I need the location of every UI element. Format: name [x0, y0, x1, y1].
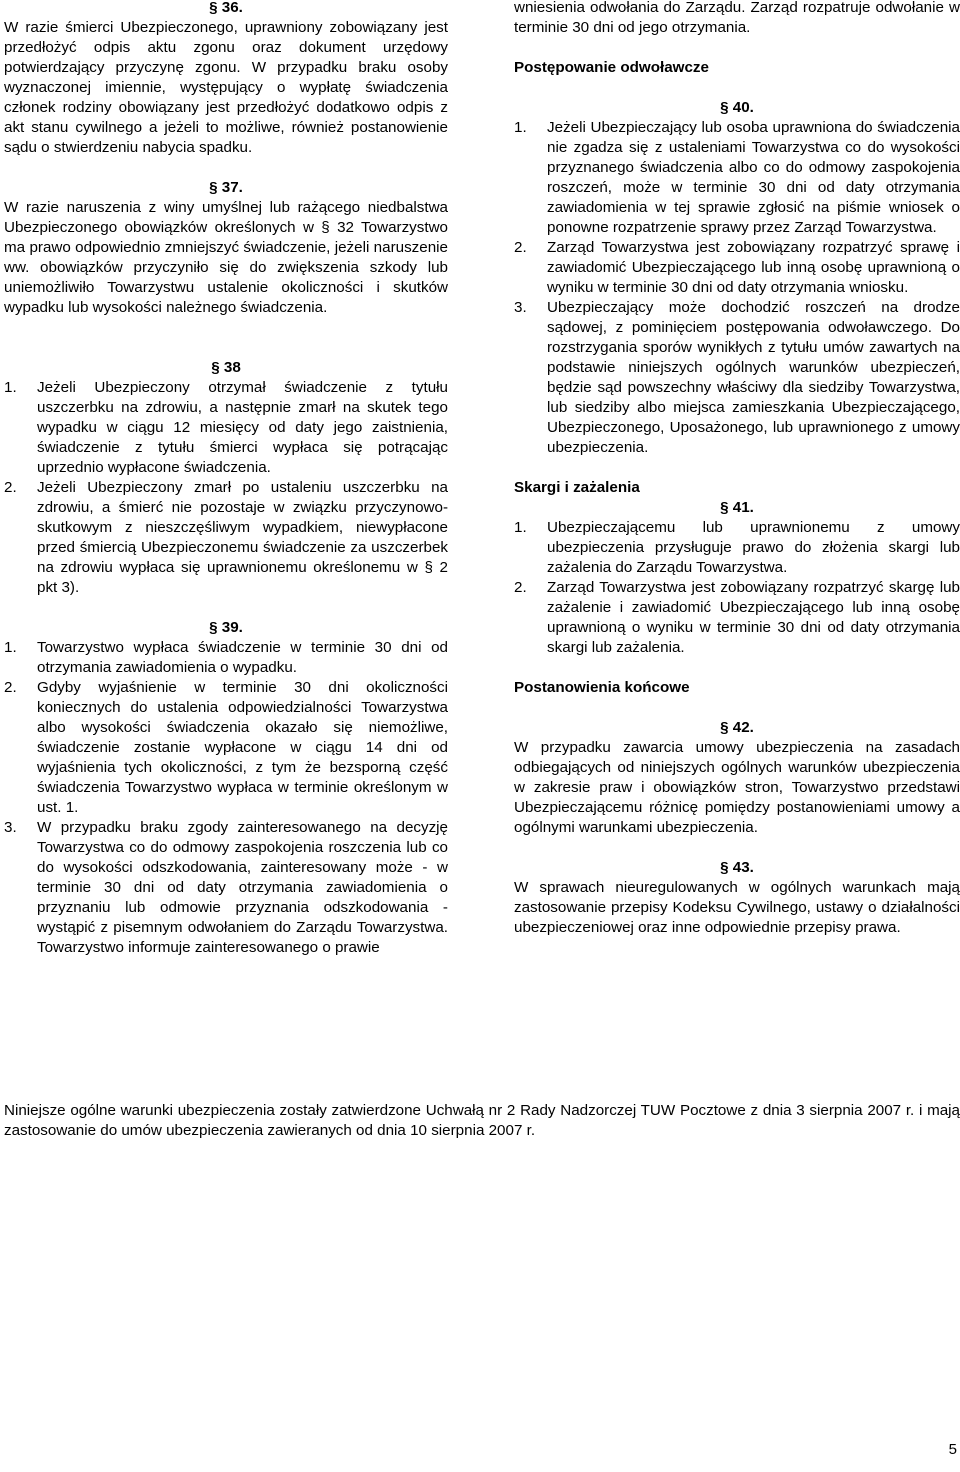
- section-37-text: W razie naruszenia z winy umyślnej lub rażącego niedbalstwa Ubezpieczonego obowiązków określonych w § 32 Towarzystwo ma prawo odpowiednio zmniejszyć świadczenie, jeżeli naruszenie ww. obowiązków przyczyniło się do zwiększenia szkody lub uniemożliwiło Towarzystwu ustalenie okoliczności i skutków wypadku lub wysokości należnego świadczenia.: [4, 199, 448, 316]
- section-39-list: [4, 638, 448, 958]
- list-item: 2. Jeżeli Ubezpieczony zmarł po ustaleniu uszczerbku na zdrowiu, a śmierć nie pozostaje w związku przyczynowo-skutkowym z nieszczęśliwym wypadkiem, niewypłacone przed śmiercią Ubezpieczonemu świadczenie za uszczerbek na zdrowiu wypłaca się uprawnionemu określonemu w § 2 pkt 3).: [4, 479, 448, 596]
- section-title-complaints: Skargi i zażalenia: [514, 479, 640, 496]
- section-41-heading: § 41.: [720, 499, 754, 516]
- section-37-heading: § 37.: [209, 179, 243, 196]
- section-title-final: Postanowienia końcowe: [514, 679, 690, 696]
- list-item: 2. Zarząd Towarzystwa jest zobowiązany rozpatrzyć sprawę i zawiadomić Ubezpieczającego lub inną osobę uprawnioną o wyniku w terminie 30 dni od daty otrzymania wniosku.: [514, 239, 960, 296]
- section-42-heading: § 42.: [720, 719, 754, 736]
- right-column: [514, 0, 960, 938]
- list-item: 3. Ubezpieczający może dochodzić roszczeń na drodze sądowej, z pominięciem postępowania odwoławczego. Do rozstrzygania sporów wynikłych z tytułu umów zawartych na podstawie niniejszych ogólnych warunków ubezpieczeń, będzie sąd powszechny właściwy dla siedziby Towarzystwa, lub siedziby albo miejsca zamieszkania Ubezpieczającego, Ubezpieczonego, Uposażonego, lub uprawnionego z umowy ubezpieczenia.: [514, 299, 960, 456]
- list-item: 1. Jeżeli Ubezpieczony otrzymał świadczenie z tytułu uszczerbku na zdrowiu, a następnie zmarł na skutek tego wypadku w ciągu 12 miesięcy od daty jego zaistnienia, świadczenie z tytułu śmierci wypłaca się potrącając uprzednio wypłacone świadczenia.: [4, 379, 448, 476]
- section-39-heading: § 39.: [209, 619, 243, 636]
- list-item: 2. Gdyby wyjaśnienie w terminie 30 dni okoliczności koniecznych do ustalenia odpowiedzialności Towarzystwa albo wysokości świadczenia okazało się niemożliwe, świadczenie zostanie wypłacone w ciągu 14 dni od wyjaśnienia tych okoliczności, z tym że bezsporną część świadczenia Towarzystwo wypłaca w terminie określonym w ust. 1.: [4, 679, 448, 816]
- section-38-list: [4, 378, 448, 598]
- list-item: 1. Ubezpieczającemu lub uprawnionemu z umowy ubezpieczenia przysługuje prawo do złożenia skargi lub zażalenia do Zarządu Towarzystwa.: [514, 519, 960, 576]
- list-item: 3. W przypadku braku zgody zainteresowanego na decyzję Towarzystwa co do odmowy zaspokojenia roszczenia lub co do wysokości odszkodowania, zainteresowany może - w terminie 30 dni od daty otrzymania zawiadomienia o przyznaniu lub odmowie przyznania odszkodowania - wystąpić z pisemnym odwołaniem do Zarządu Towarzystwa. Towarzystwo informuje zainteresowanego o prawie: [4, 819, 448, 956]
- list-item: 1. Towarzystwo wypłaca świadczenie w terminie 30 dni od otrzymania zawiadomienia o wypadku.: [4, 639, 448, 676]
- section-title-appeal: Postępowanie odwoławcze: [514, 59, 709, 76]
- section-36-heading: § 36.: [209, 0, 243, 16]
- section-42-text: W przypadku zawarcia umowy ubezpieczenia na zasadach odbiegających od niniejszych ogólnych warunków ubezpieczenia w zakresie praw i obowiązków stron, Towarzystwo przedstawi Ubezpieczającemu różnicę pomiędzy postanowieniami umowy a ogólnymi warunkami ubezpieczenia.: [514, 739, 960, 836]
- section-38-heading: § 38: [211, 359, 241, 376]
- list-item: 2. Zarząd Towarzystwa jest zobowiązany rozpatrzyć skargę lub zażalenie i zawiadomić Ubezpieczającego lub inną osobę uprawnioną o wyniku w terminie 30 dni od daty otrzymania skargi lub zażalenia.: [514, 579, 960, 656]
- section-43-text: W sprawach nieuregulowanych w ogólnych warunkach mają zastosowanie przepisy Kodeksu Cywilnego, ustawy o działalności ubezpieczeniowej oraz inne odpowiednie przepisy prawa.: [514, 879, 960, 936]
- section-41-list: [514, 518, 960, 658]
- left-column: [4, 0, 448, 958]
- page-number: 5: [948, 1441, 957, 1458]
- section-40-list: [514, 118, 960, 458]
- section-36-text: W razie śmierci Ubezpieczonego, uprawniony zobowiązany jest przedłożyć odpis aktu zgonu oraz dokument urzędowy potwierdzający przyczynę zgonu. W przypadku braku osoby wyznaczonej imiennie, występujący o wypłatę świadczenia członek rodziny obowiązany jest przedłożyć dodatkowo odpis z akt stanu cywilnego a jeżeli to możliwe, również postanowienie sądu o stwierdzeniu nabycia spadku.: [4, 19, 448, 156]
- section-43-heading: § 43.: [720, 859, 754, 876]
- list-item: 1. Jeżeli Ubezpieczający lub osoba uprawniona do świadczenia nie zgadza się z ustaleniami Towarzystwa co do wysokości przyznanego świadczenia albo co do odmowy zaspokojenia roszczeń, może w terminie 30 dni od daty otrzymania zawiadomienia w tej sprawie zgłosić na piśmie wniosek o ponowne rozpatrzenie sprawy przez Zarząd Towarzystwa.: [514, 119, 960, 236]
- section-40-heading: § 40.: [720, 99, 754, 116]
- approval-note: Niniejsze ogólne warunki ubezpieczenia zostały zatwierdzone Uchwałą nr 2 Rady Nadzorczej TUW Pocztowe z dnia 3 sierpnia 2007 r. i mają zastosowanie do umów ubezpieczenia zawieranych od dnia 10 sierpnia 2007 r.: [4, 1102, 960, 1139]
- continuation-text: wniesienia odwołania do Zarządu. Zarząd rozpatruje odwołanie w terminie 30 dni od jego otrzymania.: [514, 0, 960, 36]
